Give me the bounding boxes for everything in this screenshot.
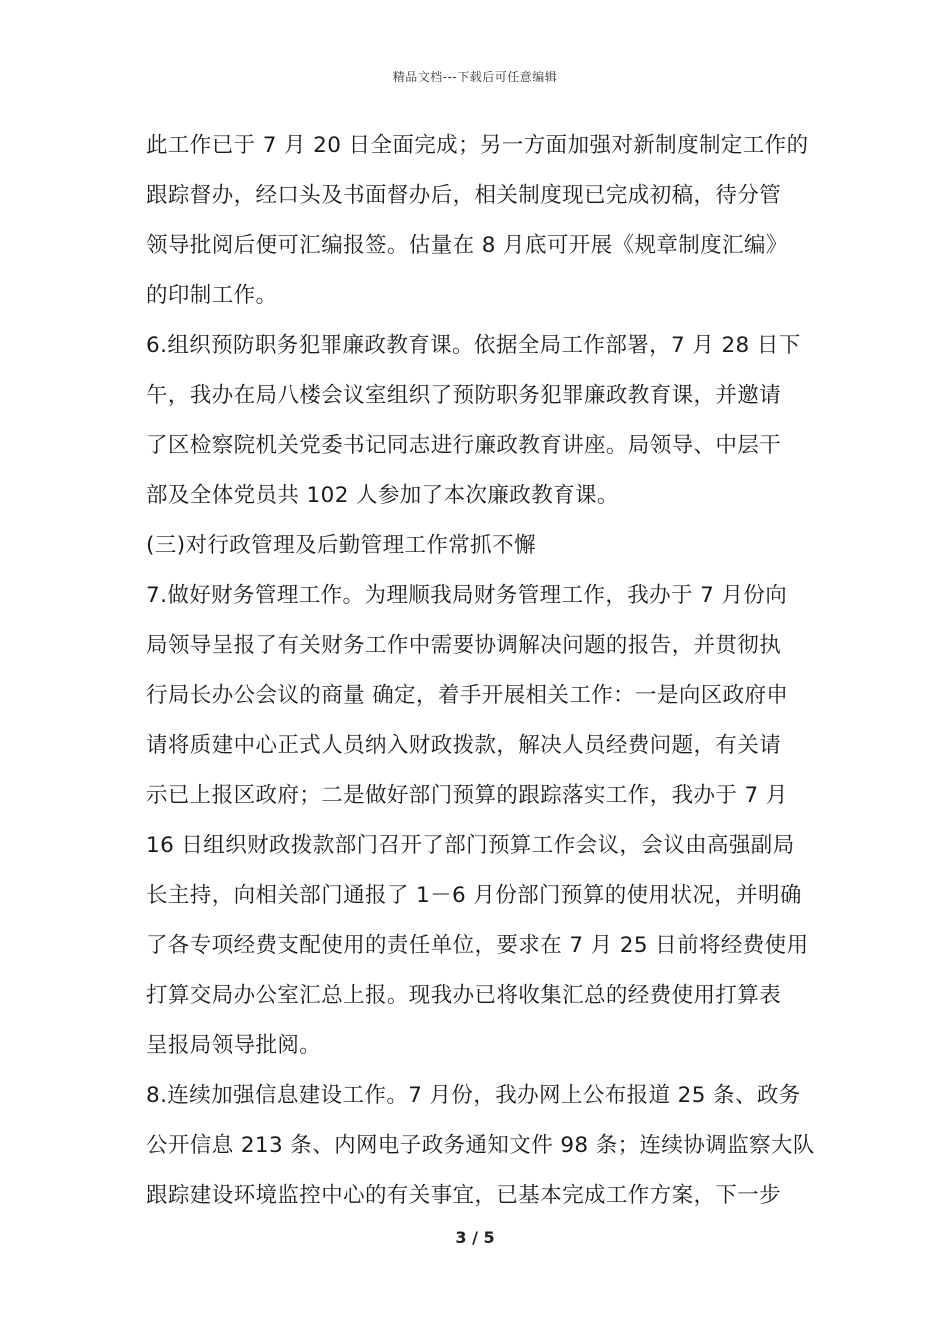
body-line: 示已上报区政府；二是做好部门预算的跟踪落实工作，我办于 7 月 [146,783,788,808]
body-line: 的印制工作。 [146,283,278,308]
body-line: 跟踪建设环境监控中心的有关事宜，已基本完成工作方案，下一步 [146,1183,782,1208]
body-line: 16 日组织财政拨款部门召开了部门预算工作会议，会议由高强副局 [146,833,795,858]
body-line: 了各专项经费支配使用的责任单位，要求在 7 月 25 日前将经费使用 [146,933,809,958]
section-heading: (三)对行政管理及后勤管理工作常抓不懈 [146,533,536,558]
body-line: 了区检察院机关党委书记同志进行廉政教育讲座。局领导、中层干 [146,433,782,458]
body-line: 6.组织预防职务犯罪廉政教育课。依据全局工作部署，7 月 28 日下 [146,333,801,358]
document-body [146,128,815,1228]
body-line: 局领导呈报了有关财务工作中需要协调解决问题的报告，并贯彻执 [146,633,782,658]
body-line: 此工作已于 7 月 20 日全面完成；另一方面加强对新制度制定工作的 [146,133,809,158]
body-line: 请将质建中心正式人员纳入财政拨款，解决人员经费问题，有关请 [146,733,782,758]
page-number: 3 / 5 [455,1228,495,1247]
body-line: 午，我办在局八楼会议室组织了预防职务犯罪廉政教育课，并邀请 [146,383,782,408]
body-line: 领导批阅后便可汇编报签。估量在 8 月底可开展《规章制度汇编》 [146,233,788,258]
body-line: 部及全体党员共 102 人参加了本次廉政教育课。 [146,483,619,508]
body-line: 长主持，向相关部门通报了 1－6 月份部门预算的使用状况，并明确 [146,883,802,908]
body-line: 跟踪督办，经口头及书面督办后，相关制度现已完成初稿，待分管 [146,183,782,208]
body-line: 行局长办公会议的商量 确定，着手开展相关工作：一是向区政府申 [146,683,789,708]
body-line: 打算交局办公室汇总上报。现我办已将收集汇总的经费使用打算表 [146,983,782,1008]
body-line: 呈报局领导批阅。 [146,1033,322,1058]
body-line: 公开信息 213 条、内网电子政务通知文件 98 条；连续协调监察大队 [146,1133,815,1158]
body-line: 7.做好财务管理工作。为理顺我局财务管理工作，我办于 7 月份向 [146,583,788,608]
page-header: 精品文档---下载后可任意编辑 [392,70,558,84]
body-line: 8.连续加强信息建设工作。7 月份，我办网上公布报道 25 条、政务 [146,1083,801,1108]
